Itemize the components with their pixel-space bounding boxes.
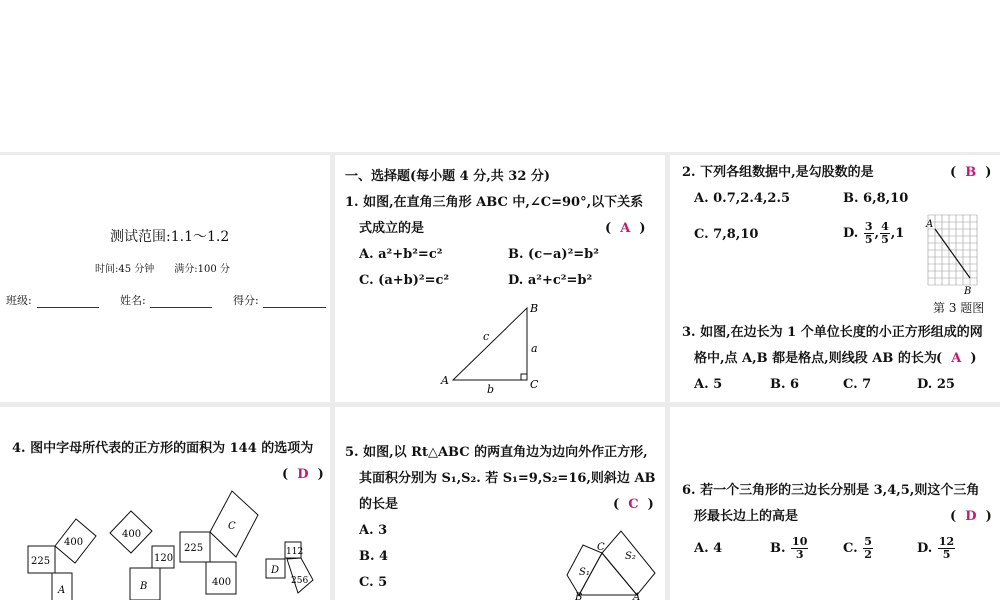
q4-fig-a3: A	[58, 585, 66, 596]
class-label: 班级:	[6, 294, 32, 307]
q5-squares-figure	[565, 517, 665, 600]
q1-option-b[interactable]: B. (c−a)²=b²	[508, 247, 599, 262]
q4-squares-figure	[0, 487, 330, 600]
q5-fig-B: B	[575, 592, 583, 600]
q3-answer: A	[951, 351, 962, 366]
q3-option-b[interactable]: B. 6	[770, 377, 800, 392]
name-label: 姓名:	[120, 294, 146, 307]
q4-fig-a1: 225	[31, 556, 51, 567]
q1-fig-c: c	[483, 330, 490, 343]
q3-fig-B: B	[964, 286, 972, 295]
q5-answer: C	[628, 497, 639, 512]
q4-stem: 4. 图中字母所代表的正方形的面积为 144 的选项为	[12, 441, 314, 456]
q2-option-c[interactable]: C. 7,8,10	[694, 227, 759, 242]
q1-option-c[interactable]: C. (a+b)²=c²	[359, 273, 450, 288]
q6-line2: 形最长边上的高是	[694, 509, 799, 524]
q4-fig-c3: 400	[212, 577, 232, 588]
q5-fig-S1: S₁	[579, 567, 590, 578]
q1-fig-B: B	[530, 302, 539, 315]
question-2-3-panel	[670, 155, 1000, 402]
q3-figure-caption: 第 3 题图	[933, 301, 985, 315]
test-range: 测试范围:1.1～1.2	[110, 229, 230, 245]
q2-stem: 2. 下列各组数据中,是勾股数的是	[682, 165, 874, 180]
q6-answer: D	[965, 509, 977, 524]
q1-triangle-figure	[435, 300, 555, 400]
class-field[interactable]	[37, 307, 99, 308]
name-field[interactable]	[150, 307, 212, 308]
score-label: 得分:	[233, 294, 259, 307]
question-5-panel	[335, 407, 665, 600]
q6-option-c[interactable]: C. $\frac{5}{2}$	[843, 535, 872, 561]
q1-answer-bracket: ( A )	[605, 221, 646, 236]
q1-fig-A: A	[441, 374, 449, 387]
q2-option-b[interactable]: B. 6,8,10	[843, 191, 909, 206]
section-title: 一、选择题(每小题 4 分,共 32 分)	[345, 169, 551, 184]
q1-fig-C: C	[530, 378, 539, 391]
q5-fig-C: C	[597, 542, 605, 553]
q3-line1: 3. 如图,在边长为 1 个单位长度的小正方形组成的网	[682, 325, 983, 340]
q2-option-d[interactable]: D. $\frac{3}{5}$ , $\frac{4}{5}$ ,1	[843, 220, 905, 246]
q4-fig-a2: 400	[64, 537, 84, 548]
score-field[interactable]	[263, 307, 326, 308]
time-score: 时间:45 分钟 满分:100 分	[95, 264, 230, 275]
q5-line3: 的长是	[359, 497, 399, 512]
info-panel	[0, 155, 330, 402]
q1-fig-a: a	[531, 342, 538, 355]
q4-fig-b2: 120	[154, 553, 174, 564]
q4-fig-d2: D	[271, 565, 280, 576]
q3-fig-A: A	[926, 219, 934, 230]
q5-fig-S2: S₂	[625, 551, 636, 562]
q3-option-c[interactable]: C. 7	[843, 377, 872, 392]
q4-fig-c1: 225	[184, 543, 204, 554]
q1-fig-b: b	[487, 383, 495, 396]
q4-fig-d1: 112	[286, 547, 304, 557]
q1-line1: 1. 如图,在直角三角形 ABC 中,∠C=90°,以下关系	[345, 195, 644, 210]
q3-answer-bracket: ( A )	[936, 351, 977, 366]
q5-line1: 5. 如图,以 Rt△ABC 的两直角边为边向外作正方形,	[345, 445, 648, 460]
q6-option-d[interactable]: D. $\frac{12}{5}$	[917, 535, 955, 561]
q4-answer: D	[297, 467, 309, 482]
q5-option-b[interactable]: B. 4	[359, 549, 389, 564]
q3-option-d[interactable]: D. 25	[917, 377, 955, 392]
q6-line1: 6. 若一个三角形的三边长分别是 3,4,5,则这个三角	[682, 483, 980, 498]
q1-line2: 式成立的是	[359, 221, 425, 236]
q2-answer-bracket: ( B )	[950, 165, 992, 180]
q4-answer-bracket: ( D )	[282, 467, 324, 482]
q4-fig-d3: 256	[291, 576, 309, 586]
q3-grid-figure	[922, 213, 982, 295]
question-6-panel	[670, 407, 1000, 600]
q5-option-c[interactable]: C. 5	[359, 575, 388, 590]
q3-line2: 格中,点 A,B 都是格点,则线段 AB 的长为	[694, 351, 937, 366]
q6-option-a[interactable]: A. 4	[694, 541, 723, 556]
question-1-panel	[335, 155, 665, 402]
q6-option-b[interactable]: B. $\frac{10}{3}$	[770, 535, 808, 561]
q6-answer-bracket: ( D )	[950, 509, 992, 524]
q5-line2: 其面积分别为 S₁,S₂. 若 S₁=9,S₂=16,则斜边 AB	[359, 471, 656, 486]
q1-answer: A	[620, 221, 631, 236]
q1-option-d[interactable]: D. a²+c²=b²	[508, 273, 593, 288]
q3-option-a[interactable]: A. 5	[694, 377, 723, 392]
q2-answer: B	[965, 165, 977, 180]
q5-fig-A: A	[633, 592, 641, 600]
q5-answer-bracket: ( C )	[613, 497, 654, 512]
q1-option-a[interactable]: A. a²+b²=c²	[359, 247, 443, 262]
q4-fig-c2: C	[228, 521, 236, 532]
top-blank-area	[0, 0, 1000, 152]
q5-option-a[interactable]: A. 3	[359, 523, 388, 538]
q2-option-a[interactable]: A. 0.7,2.4,2.5	[694, 191, 791, 206]
question-4-panel	[0, 407, 330, 600]
q4-fig-b1: 400	[122, 529, 142, 540]
q4-fig-b3: B	[140, 581, 148, 592]
